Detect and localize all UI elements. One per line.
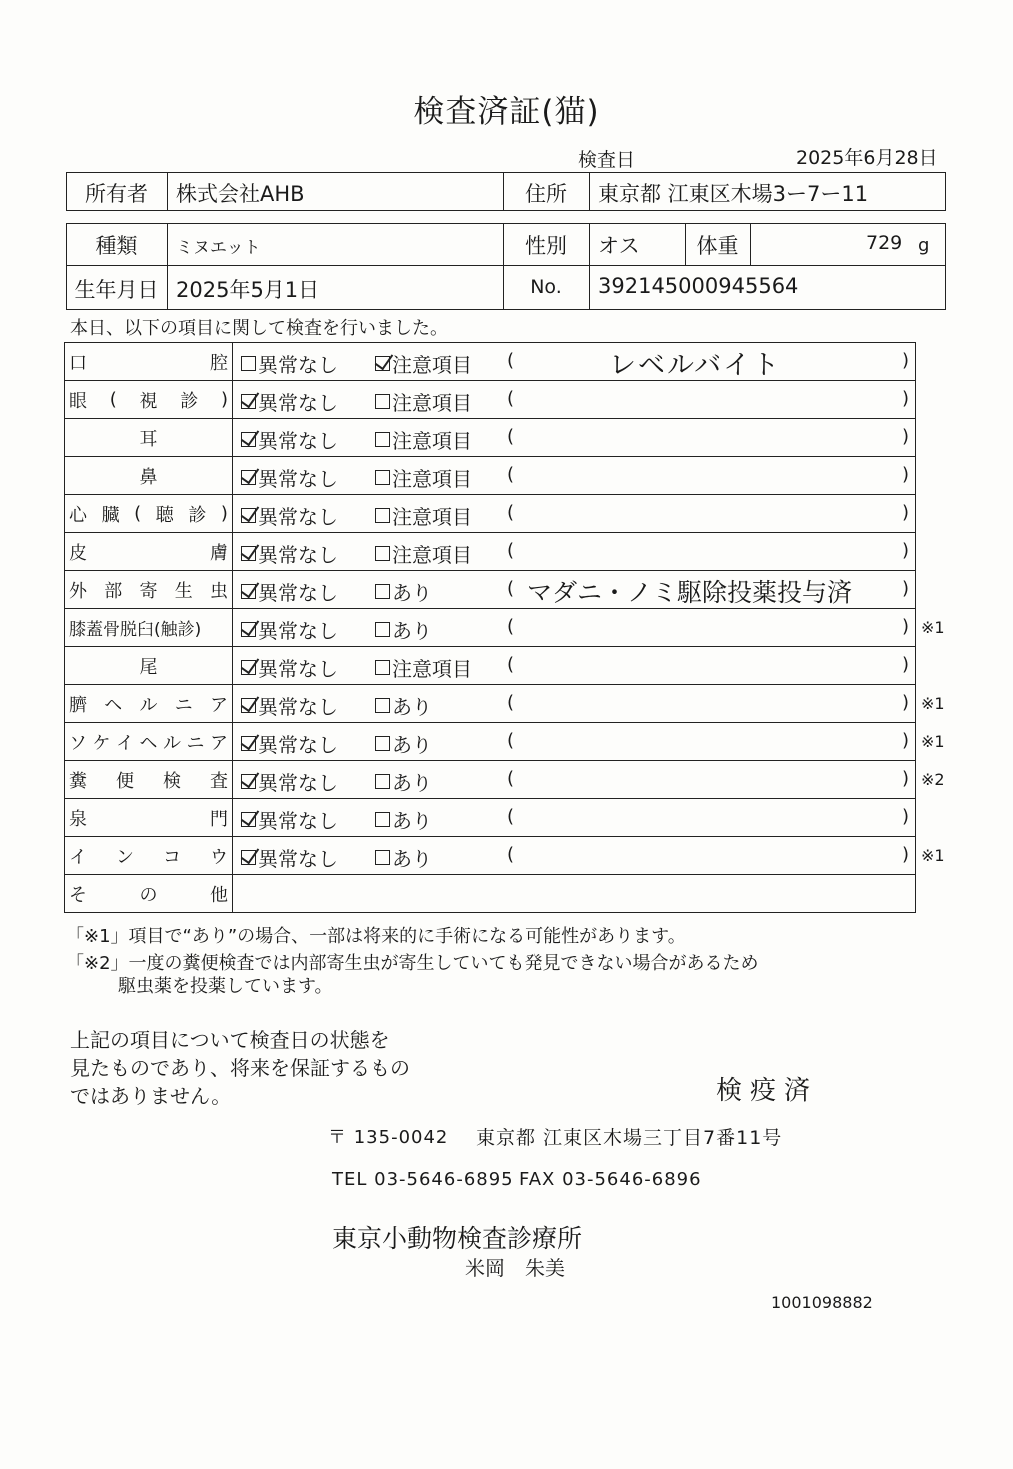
inspection-row: ソ ケ イ ヘ ル ニ ア 異常なし あり ( ) ※1	[65, 723, 915, 761]
postal-code: 〒 135-0042	[328, 1127, 449, 1148]
checkbox-icon[interactable]	[375, 470, 390, 485]
inspection-row: 外 部 寄 生 虫 異常なし あり ( マダニ・ノミ駆除投薬投与済 )	[65, 571, 915, 609]
row-label: 耳	[65, 419, 233, 456]
inspection-row: 心 臓 ( 聴 診 ) 異常なし 注意項目 ( )	[65, 495, 915, 533]
row-label: 泉 門	[65, 799, 233, 836]
option-present[interactable]: あり	[375, 805, 432, 834]
option-present[interactable]: あり	[375, 577, 432, 606]
clinic-address: 東京都 江東区木場三丁目7番11号	[476, 1127, 783, 1149]
row-label: 尾	[65, 647, 233, 684]
option-normal[interactable]: 異常なし	[241, 805, 338, 834]
sex-value: オス	[598, 234, 640, 258]
option-attention[interactable]: 注意項目	[375, 387, 472, 416]
option-present[interactable]: あり	[375, 767, 432, 796]
option-present[interactable]: あり	[375, 843, 432, 872]
footnote-mark: ※1	[921, 618, 945, 637]
address-value: 東京都 江東区木場3ー7ー11	[598, 182, 869, 206]
checkbox-icon[interactable]	[375, 622, 390, 637]
checkbox-icon[interactable]	[375, 546, 390, 561]
option-normal[interactable]: 異常なし	[241, 425, 338, 454]
inspection-row: 膝蓋骨脱臼(触診) 異常なし あり ( ) ※1	[65, 609, 915, 647]
option-normal[interactable]: 異常なし	[241, 387, 338, 416]
checkbox-icon[interactable]	[375, 812, 390, 827]
option-attention[interactable]: 注意項目	[375, 425, 472, 454]
vet-name: 米岡 朱美	[465, 1256, 565, 1280]
row-label: 臍 ヘ ル ニ ア	[65, 685, 233, 722]
row-label: ソ ケ イ ヘ ル ニ ア	[65, 723, 233, 760]
owner-value: 株式会社AHB	[176, 182, 305, 206]
checkbox-checked-icon[interactable]	[241, 812, 256, 827]
checkbox-icon[interactable]	[241, 356, 256, 371]
inspection-row: 口 腔 異常なし 注意項目 ( レベルバイト )	[65, 343, 915, 381]
address-label: 住所	[525, 182, 567, 206]
handwritten-note: レベルバイト	[609, 350, 782, 381]
footnote-1: 「※1」項目で“あり”の場合、一部は将来的に手術になる可能性があります。	[66, 926, 686, 947]
number-label: No.	[530, 276, 562, 298]
footnote-2-cont: 駆虫薬を投薬しています。	[118, 976, 333, 997]
option-normal[interactable]: 異常なし	[241, 501, 338, 530]
disclaimer-line-3: ではありません。	[70, 1084, 232, 1108]
option-normal[interactable]: 異常なし	[241, 843, 338, 872]
checkbox-icon[interactable]	[375, 508, 390, 523]
birth-value: 2025年5月1日	[176, 278, 320, 302]
inspection-row: 尾 異常なし 注意項目 ( )	[65, 647, 915, 685]
checkbox-icon[interactable]	[375, 660, 390, 675]
checkbox-icon[interactable]	[375, 774, 390, 789]
checkbox-icon[interactable]	[375, 850, 390, 865]
checkbox-icon[interactable]	[375, 736, 390, 751]
option-present[interactable]: あり	[375, 729, 432, 758]
inspection-table	[64, 342, 945, 913]
inspection-row-other	[65, 875, 915, 913]
exam-date-value: 2025年6月28日	[796, 147, 938, 169]
footnote-mark: ※2	[921, 770, 945, 789]
weight-unit: g	[918, 235, 930, 256]
quarantine-stamp: 検疫済	[716, 1076, 819, 1106]
checkbox-checked-icon[interactable]	[241, 622, 256, 637]
row-label: 糞 便 検 査	[65, 761, 233, 798]
exam-date-label: 検査日	[578, 149, 636, 171]
option-attention[interactable]: 注意項目	[375, 349, 472, 378]
option-normal[interactable]: 異常なし	[241, 691, 338, 720]
option-normal[interactable]: 異常なし	[241, 463, 338, 492]
document-code: 1001098882	[771, 1293, 873, 1312]
inspection-row: 臍 ヘ ル ニ ア 異常なし あり ( ) ※1	[65, 685, 915, 723]
option-present[interactable]: あり	[375, 615, 432, 644]
number-value: 392145000945564	[598, 274, 799, 298]
checkbox-checked-icon[interactable]	[241, 432, 256, 447]
option-attention[interactable]: 注意項目	[375, 539, 472, 568]
row-label: イ ン コ ウ	[65, 837, 233, 874]
inspection-row: 泉 門 異常なし あり ( )	[65, 799, 915, 837]
option-normal[interactable]: 異常なし	[241, 539, 338, 568]
checkbox-icon[interactable]	[375, 432, 390, 447]
parasite-treatment-note: マダニ・ノミ駆除投薬投与済	[527, 578, 853, 607]
birth-label: 生年月日	[74, 278, 159, 302]
row-label: 心 臓 ( 聴 診 )	[65, 495, 233, 532]
checkbox-checked-icon[interactable]	[241, 660, 256, 675]
checkbox-checked-icon[interactable]	[241, 508, 256, 523]
option-attention[interactable]: 注意項目	[375, 653, 472, 682]
row-label: 鼻	[65, 457, 233, 494]
intro-text: 本日、以下の項目に関して検査を行いました。	[70, 318, 448, 339]
checkbox-checked-icon[interactable]	[241, 736, 256, 751]
clinic-tel: TEL 03-5646-6895	[332, 1169, 514, 1190]
checkbox-checked-icon[interactable]	[241, 774, 256, 789]
option-normal[interactable]: 異常なし	[241, 767, 338, 796]
disclaimer-line-1: 上記の項目について検査日の状態を	[70, 1028, 390, 1052]
weight-value: 729	[866, 232, 903, 254]
checkbox-checked-icon[interactable]	[241, 850, 256, 865]
weight-label: 体重	[696, 234, 739, 258]
checkbox-icon[interactable]	[375, 698, 390, 713]
row-label: 外 部 寄 生 虫	[65, 571, 233, 608]
checkbox-checked-icon[interactable]	[241, 470, 256, 485]
footnote-2: 「※2」一度の糞便検査では内部寄生虫が寄生していても発見できない場合があるため	[66, 953, 759, 974]
option-normal[interactable]: 異常なし	[241, 349, 338, 378]
checkbox-icon[interactable]	[375, 584, 390, 599]
breed-label: 種類	[95, 234, 138, 258]
option-normal[interactable]: 異常なし	[241, 653, 338, 682]
checkbox-checked-icon[interactable]	[241, 394, 256, 409]
checkbox-checked-icon[interactable]	[241, 698, 256, 713]
footnote-mark: ※1	[921, 732, 945, 751]
clinic-fax: FAX 03-5646-6896	[519, 1169, 702, 1190]
inspection-row: イ ン コ ウ 異常なし あり ( ) ※1	[65, 837, 915, 875]
checkbox-checked-icon[interactable]	[241, 546, 256, 561]
inspection-row: 眼 ( 視 診 ) 異常なし 注意項目 ( )	[65, 381, 915, 419]
inspection-row: 糞 便 検 査 異常なし あり ( ) ※2	[65, 761, 915, 799]
row-label: 口 腔	[65, 343, 233, 380]
owner-label: 所有者	[85, 182, 148, 206]
row-label: 眼 ( 視 診 )	[65, 381, 233, 418]
footnote-mark: ※1	[921, 694, 945, 713]
checkbox-checked-icon[interactable]	[241, 584, 256, 599]
checkbox-checked-icon[interactable]	[375, 356, 390, 371]
option-attention[interactable]: 注意項目	[375, 501, 472, 530]
row-label: 膝蓋骨脱臼(触診)	[65, 609, 233, 646]
document-title: 検査済証(猫)	[413, 94, 600, 130]
option-attention[interactable]: 注意項目	[375, 463, 472, 492]
option-normal[interactable]: 異常なし	[241, 577, 338, 606]
sex-label: 性別	[525, 234, 567, 258]
option-present[interactable]: あり	[375, 691, 432, 720]
disclaimer-line-2: 見たものであり、将来を保証するもの	[70, 1056, 410, 1080]
option-normal[interactable]: 異常なし	[241, 615, 338, 644]
inspection-row: 鼻 異常なし 注意項目 ( )	[65, 457, 915, 495]
checkbox-icon[interactable]	[375, 394, 390, 409]
clinic-name: 東京小動物検査診療所	[332, 1224, 583, 1253]
inspection-row: 皮 膚 異常なし 注意項目 ( )	[65, 533, 915, 571]
footnote-mark: ※1	[921, 846, 945, 865]
row-label: 皮 膚	[65, 533, 233, 570]
option-normal[interactable]: 異常なし	[241, 729, 338, 758]
breed-value: ミヌエット	[176, 238, 261, 258]
row-label: そ の 他	[65, 875, 233, 912]
inspection-row: 耳 異常なし 注意項目 ( )	[65, 419, 915, 457]
